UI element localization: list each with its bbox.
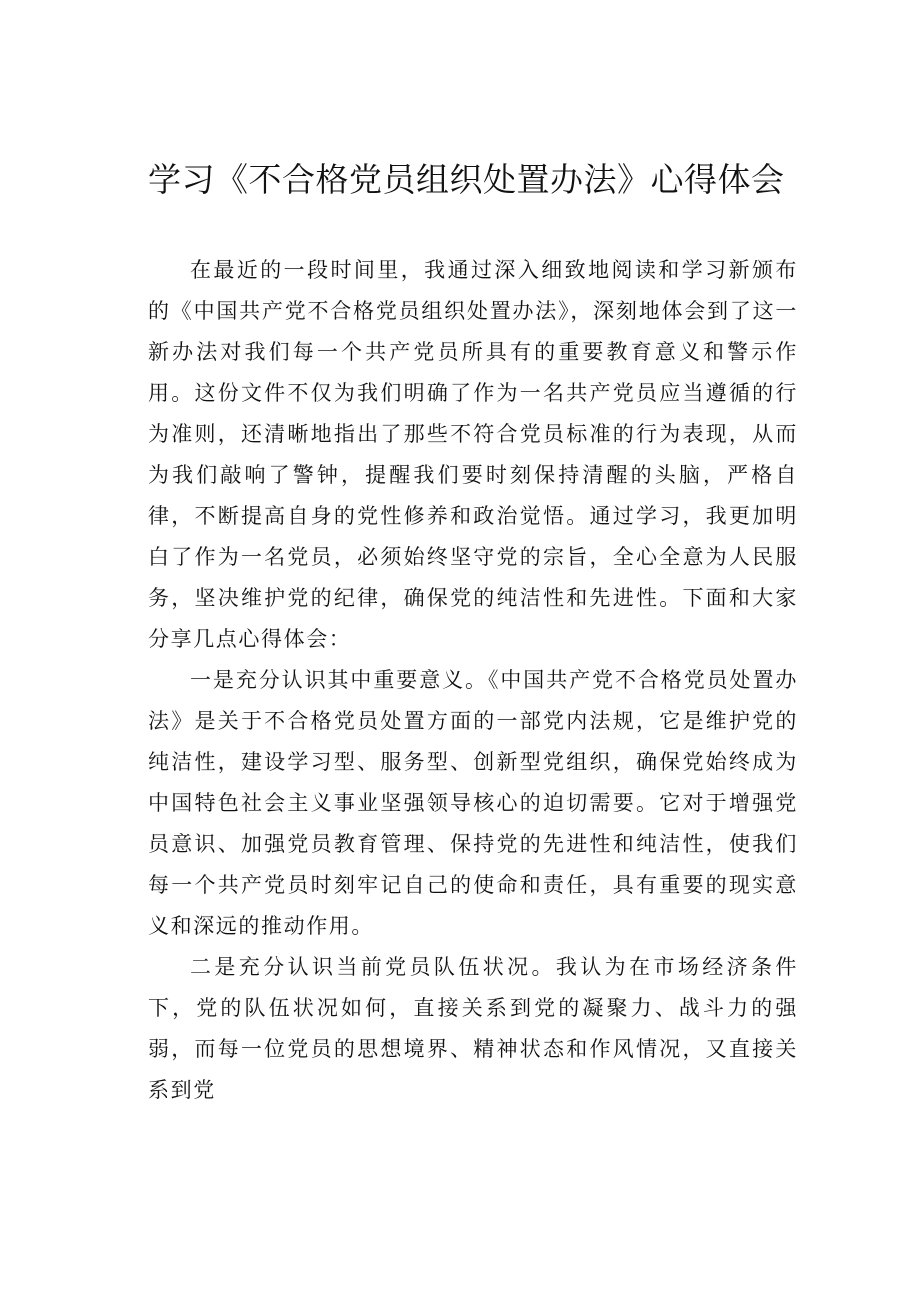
paragraph-intro: 在最近的一段时间里，我通过深入细致地阅读和学习新颁布的《中国共产党不合格党员组织处置办法》，深刻地体会到了这一新办法对我们每一个共产党员所具有的重要教育意义和警示作用。这份文件不仅为我们明确了作为一名共产党员应当遵循的行为准则，还清晰地指出了那些不符合党员标准的行为表现，从而为我们敲响了警钟，提醒我们要时刻保持清醒的头脑，严格自律，不断提高自身的党性修养和政治觉悟。通过学习，我更加明白了作为一名党员，必须始终坚守党的宗旨，全心全意为人民服务，坚决维护党的纪律，确保党的纯洁性和先进性。下面和大家分享几点心得体会： [148,258,798,651]
paragraph-point-one: 一是充分认识其中重要意义。《中国共产党不合格党员处置办法》是关于不合格党员处置方面的一部党内法规，它是维护党的纯洁性，建设学习型、服务型、创新型党组织，确保党始终成为中国特色社会主义事业坚强领导核心的迫切需要。它对于增强党员意识、加强党员教育管理、保持党的先进性和纯洁性，使我们每一个共产党员时刻牢记自己的使命和责任，具有重要的现实意义和深远的推动作用。 [148,668,798,938]
paragraph-point-two: 二是充分认识当前党员队伍状况。我认为在市场经济条件下，党的队伍状况如何，直接关系到党的凝聚力、战斗力的强弱，而每一位党员的思想境界、精神状态和作风情况，又直接关系到党 [148,955,798,1102]
document-title: 学习《不合格党员组织处置办法》心得体会 [148,160,785,199]
document-body [148,250,798,1111]
